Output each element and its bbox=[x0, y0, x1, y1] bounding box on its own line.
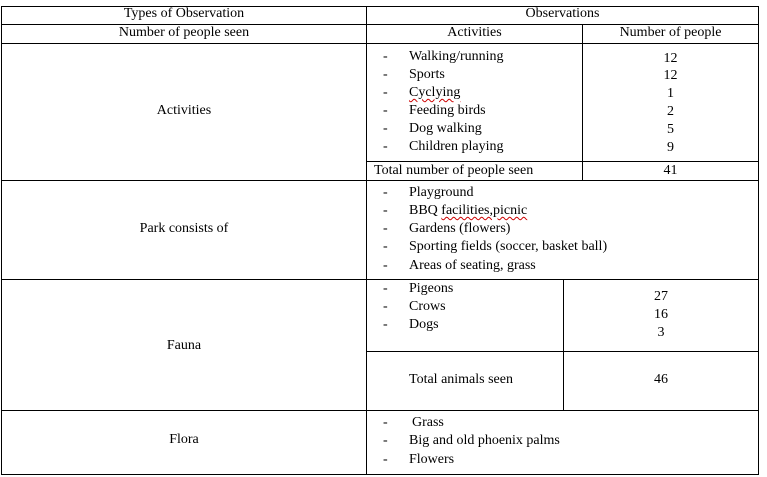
section-label-park: Park consists of bbox=[139, 221, 229, 236]
header-types-of-observation: Types of Observation bbox=[123, 6, 245, 21]
bullet-dash: - bbox=[383, 281, 388, 296]
rule bbox=[1, 180, 759, 181]
activity-count: 5 bbox=[667, 122, 674, 137]
fauna-total-label: Total animals seen bbox=[409, 372, 513, 387]
bullet-dash: - bbox=[383, 415, 388, 430]
fauna-count: 3 bbox=[657, 325, 665, 340]
rule bbox=[1, 474, 759, 475]
header-number-of-people-seen: Number of people seen bbox=[118, 25, 250, 40]
activity-count: 1 bbox=[667, 86, 674, 101]
bullet-dash: - bbox=[383, 121, 388, 136]
activity-count: 12 bbox=[663, 51, 678, 66]
activity-name: Dog walking bbox=[409, 121, 482, 136]
rule bbox=[1, 43, 759, 44]
rule bbox=[1, 279, 759, 280]
bullet-dash: - bbox=[383, 433, 388, 448]
flora-item: Big and old phoenix palms bbox=[409, 433, 560, 448]
bullet-dash: - bbox=[383, 239, 388, 254]
activity-name: Feeding birds bbox=[409, 103, 486, 118]
activity-name: Walking/running bbox=[409, 49, 504, 64]
bullet-dash: - bbox=[383, 85, 388, 100]
activity-count: 12 bbox=[663, 68, 678, 83]
bullet-dash: - bbox=[383, 49, 388, 64]
header-observations: Observations bbox=[525, 6, 600, 21]
bullet-dash: - bbox=[383, 103, 388, 118]
park-item: Playground bbox=[409, 185, 474, 200]
flora-item: Flowers bbox=[409, 452, 455, 467]
activity-name: Sports bbox=[409, 67, 445, 82]
section-label-flora: Flora bbox=[169, 432, 199, 447]
bullet-dash: - bbox=[383, 299, 388, 314]
park-item: Areas of seating, grass bbox=[409, 258, 536, 273]
bullet-dash: - bbox=[383, 317, 388, 332]
activity-count: 9 bbox=[667, 140, 674, 155]
activity-name: Children playing bbox=[409, 139, 504, 154]
header-activities: Activities bbox=[447, 25, 502, 40]
fauna-name: Dogs bbox=[409, 317, 439, 332]
activities-total-value: 41 bbox=[663, 163, 678, 178]
section-label-activities: Activities bbox=[156, 103, 212, 118]
fauna-count: 27 bbox=[654, 289, 668, 304]
bullet-dash: - bbox=[383, 185, 388, 200]
section-label-fauna: Fauna bbox=[166, 338, 202, 353]
activity-name: Cyclying bbox=[409, 85, 461, 100]
rule bbox=[1, 6, 2, 475]
activities-total-label: Total number of people seen bbox=[374, 163, 534, 178]
bullet-dash: - bbox=[383, 139, 388, 154]
rule bbox=[758, 6, 759, 475]
park-item: Sporting fields (soccer, basket ball) bbox=[409, 239, 608, 254]
park-item: Gardens (flowers) bbox=[409, 221, 511, 236]
bullet-dash: - bbox=[383, 221, 388, 236]
fauna-total-value: 46 bbox=[654, 372, 668, 387]
rule bbox=[366, 6, 367, 475]
fauna-name: Crows bbox=[409, 299, 446, 314]
bullet-dash: - bbox=[383, 258, 388, 273]
flora-item: Grass bbox=[412, 415, 444, 430]
activity-count: 2 bbox=[667, 104, 674, 119]
bullet-dash: - bbox=[383, 452, 388, 467]
park-item: BBQ facilities,picnic bbox=[409, 203, 528, 218]
header-number-of-people: Number of people bbox=[619, 25, 722, 40]
rule bbox=[1, 410, 759, 411]
fauna-count: 16 bbox=[654, 307, 668, 322]
bullet-dash: - bbox=[383, 203, 388, 218]
fauna-name: Pigeons bbox=[409, 281, 454, 296]
bullet-dash: - bbox=[383, 67, 388, 82]
